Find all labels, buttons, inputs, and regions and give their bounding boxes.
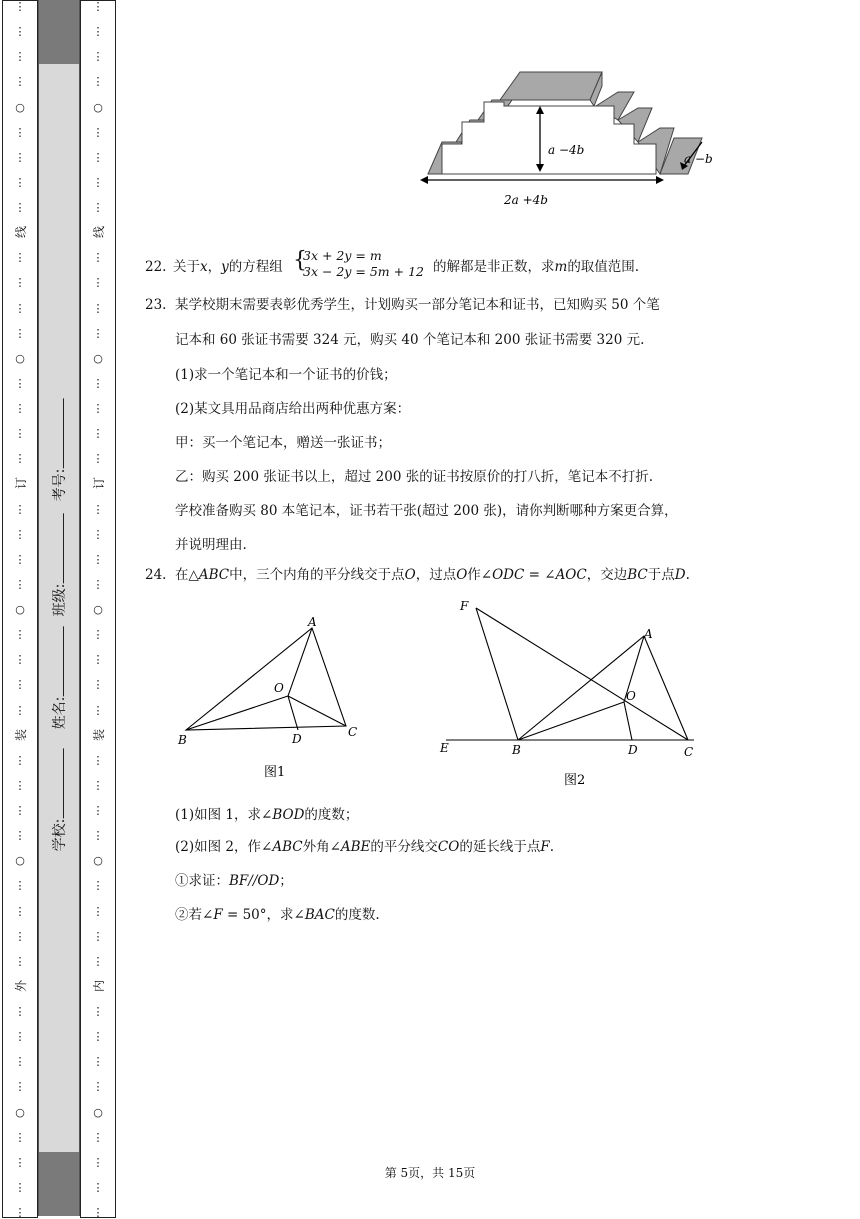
right-binding-marks (81, 1, 115, 1217)
q24-part-2: (2)如图 2，作∠ABC外角∠ABE的平分线交CO的延长线于点F. (175, 839, 554, 855)
binding-hole-icon: ○ (15, 351, 25, 365)
binding-dots-icon: ⋮ (14, 125, 26, 139)
binding-dots-icon: ⋮ (92, 125, 104, 139)
question-number: 23. (145, 297, 167, 313)
binding-char: 订 (13, 477, 28, 490)
binding-dots-icon: ⋮ (92, 301, 104, 315)
binding-dots-icon: ⋮ (92, 1206, 104, 1219)
triangle-figure-2 (432, 596, 702, 792)
label-point: F (460, 599, 469, 613)
label-point: E (440, 741, 449, 755)
binding-hole-icon: ○ (93, 854, 103, 868)
binding-dots-icon: ⋮ (14, 829, 26, 843)
binding-dots-icon: ⋮ (14, 25, 26, 39)
binding-dots-icon: ⋮ (14, 402, 26, 415)
binding-hole-icon: ○ (93, 603, 103, 616)
binding-dots-icon: ⋮ (14, 251, 26, 265)
label-point: B (512, 743, 521, 757)
staircase-figure (412, 62, 732, 212)
equation-2: 3x − 2y = 5m + 12 (303, 264, 424, 279)
binding-dots-icon: ⋮ (92, 904, 104, 918)
binding-char: 订 (91, 477, 106, 490)
binding-dots-icon: ⋮ (14, 879, 26, 893)
binding-dots-icon: ⋮ (92, 804, 104, 817)
binding-dots-icon: ⋮ (92, 653, 104, 667)
binding-dots-icon: ⋮ (14, 276, 26, 290)
label-point: C (348, 725, 358, 739)
binding-dots-icon: ⋮ (14, 326, 26, 340)
binding-dots-icon: ⋮ (92, 829, 104, 843)
binding-dots-icon: ⋮ (14, 703, 26, 717)
binding-hole-icon: ○ (15, 603, 25, 616)
binding-dots-icon: ⋮ (92, 577, 104, 591)
binding-dots-icon: ⋮ (14, 1180, 26, 1194)
binding-dots-icon: ⋮ (92, 1130, 104, 1144)
equation-1: 3x + 2y = m (303, 248, 382, 263)
binding-dots-icon: ⋮ (14, 804, 26, 817)
binding-dots-icon: ⋮ (14, 954, 26, 968)
label-point: O (274, 681, 284, 695)
binding-dots-icon: ⋮ (14, 301, 26, 315)
binding-dots-icon: ⋮ (92, 527, 104, 541)
binding-dots-icon: ⋮ (14, 1005, 26, 1018)
binding-dots-icon: ⋮ (92, 929, 104, 943)
binding-dots-icon: ⋮ (14, 904, 26, 918)
q23-part-1: (1)求一个笔记本和一个证书的价钱； (175, 367, 397, 383)
binding-hole-icon: ○ (15, 1105, 25, 1119)
binding-dots-icon: ⋮ (14, 653, 26, 667)
binding-dots-icon: ⋮ (14, 753, 26, 767)
binding-dots-icon: ⋮ (92, 276, 104, 290)
binding-dots-icon: ⋮ (92, 201, 104, 214)
binding-dots-icon: ⋮ (14, 1030, 26, 1044)
binding-dots-icon: ⋮ (14, 577, 26, 591)
binding-dots-icon: ⋮ (14, 502, 26, 516)
binding-dots-icon: ⋮ (14, 75, 26, 89)
binding-dots-icon: ⋮ (92, 25, 104, 39)
binding-dots-icon: ⋮ (92, 1180, 104, 1194)
q23-line: 某学校期末需要表彰优秀学生，计划购买一部分笔记本和证书，已知购买 50 个笔 (175, 297, 660, 313)
binding-dots-icon: ⋮ (14, 0, 26, 13)
equation-system (303, 248, 424, 280)
label-height: a −4b (548, 143, 585, 157)
figure-1-caption: 图1 (264, 765, 286, 780)
binding-dots-icon: ⋮ (14, 628, 26, 642)
label-point: C (684, 745, 694, 759)
q23-line: 学校准备购买 80 本笔记本，证书若干张(超过 200 张)，请你判断哪种方案更合算， (175, 503, 678, 519)
label-point: A (644, 627, 653, 641)
binding-char: 线 (91, 226, 106, 239)
binding-dots-icon: ⋮ (14, 678, 26, 692)
binding-dots-icon: ⋮ (14, 452, 26, 466)
binding-gutter (38, 0, 80, 1216)
binding-dots-icon: ⋮ (14, 552, 26, 566)
binding-dots-icon: ⋮ (92, 1030, 104, 1044)
binding-dots-icon: ⋮ (14, 427, 26, 441)
binding-dots-icon: ⋮ (92, 954, 104, 968)
q24-stem: 在△ABC中，三个内角的平分线交于点O，过点O作∠ODC = ∠AOC，交边BC于点D. (175, 567, 690, 583)
binding-dots-icon: ⋮ (92, 703, 104, 717)
binding-dots-icon: ⋮ (14, 1080, 26, 1094)
binding-hole-icon: ○ (93, 100, 103, 114)
q23-line: 记本和 60 张证书需要 324 元，购买 40 个笔记本和 200 张证书需要 320 元. (175, 332, 645, 348)
binding-dots-icon: ⋮ (14, 201, 26, 214)
binding-dots-icon: ⋮ (14, 527, 26, 541)
binding-dots-icon: ⋮ (92, 150, 104, 164)
binding-dots-icon: ⋮ (14, 929, 26, 943)
binding-dots-icon: ⋮ (92, 427, 104, 441)
q23-plan-b: 乙：购买 200 张证书以上，超过 200 张的证书按原价的打八折，笔记本不打折. (175, 469, 653, 485)
binding-dots-icon: ⋮ (92, 1055, 104, 1069)
q24-part-2-2: ②若∠F = 50°，求∠BAC的度数. (175, 907, 380, 923)
label-width: 2a +4b (504, 193, 548, 207)
binding-dots-icon: ⋮ (92, 1005, 104, 1018)
binding-dots-icon: ⋮ (92, 753, 104, 767)
field-class: 班级: (49, 514, 69, 617)
binding-dots-icon: ⋮ (14, 1055, 26, 1069)
label-point: O (626, 689, 636, 703)
question-number: 22. (145, 259, 167, 275)
gutter-bottom-cap (39, 1152, 79, 1216)
binding-dots-icon: ⋮ (92, 75, 104, 89)
q24-part-1: (1)如图 1，求∠BOD的度数； (175, 807, 359, 823)
field-school: 学校: (49, 749, 69, 852)
binding-dots-icon: ⋮ (14, 175, 26, 189)
binding-hole-icon: ○ (93, 351, 103, 365)
q23-plan-a: 甲：买一个笔记本，赠送一张证书； (175, 435, 391, 451)
label-point: D (628, 743, 638, 757)
binding-dots-icon: ⋮ (92, 376, 104, 390)
label-point: B (178, 733, 187, 747)
binding-dots-icon: ⋮ (92, 628, 104, 642)
field-name: 姓名: (49, 627, 69, 730)
binding-dots-icon: ⋮ (92, 879, 104, 893)
label-depth: a −b (684, 152, 713, 166)
binding-dots-icon: ⋮ (14, 150, 26, 164)
triangle-figure-1 (170, 612, 370, 787)
binding-char: 线 (13, 226, 28, 239)
binding-dots-icon: ⋮ (92, 50, 104, 64)
binding-char: 装 (91, 728, 106, 741)
binding-dots-icon: ⋮ (14, 1206, 26, 1219)
q23-part-2: (2)某文具用品商店给出两种优惠方案： (175, 401, 411, 417)
q24-part-2-1: ①求证：BF//OD； (175, 873, 293, 889)
binding-dots-icon: ⋮ (92, 251, 104, 265)
binding-char: 装 (13, 728, 28, 741)
binding-dots-icon: ⋮ (92, 0, 104, 13)
binding-char: 外 (13, 979, 28, 992)
figure-2-caption: 图2 (564, 773, 586, 788)
label-point: A (308, 615, 317, 629)
gutter-top-cap (39, 0, 79, 64)
binding-hole-icon: ○ (15, 854, 25, 868)
left-binding-marks (3, 1, 37, 1217)
binding-char: 内 (91, 979, 106, 992)
binding-dots-icon: ⋮ (14, 50, 26, 64)
binding-dots-icon: ⋮ (92, 1155, 104, 1169)
binding-dots-icon: ⋮ (14, 778, 26, 792)
page-footer: 第 5页，共 15页 (384, 1166, 476, 1180)
binding-dots-icon: ⋮ (92, 552, 104, 566)
binding-dots-icon: ⋮ (14, 1130, 26, 1144)
binding-dots-icon: ⋮ (92, 326, 104, 340)
binding-dots-icon: ⋮ (92, 678, 104, 692)
label-point: D (292, 732, 302, 746)
question-22-text: 关于x，y的方程组 (173, 259, 283, 275)
field-exam-number: 考号: (49, 399, 69, 502)
question-number: 24. (145, 567, 167, 583)
left-binding-strip (2, 0, 38, 1218)
question-22-text-end: 的解都是非正数，求m的取值范围. (433, 259, 640, 275)
binding-dots-icon: ⋮ (92, 175, 104, 189)
binding-dots-icon: ⋮ (92, 778, 104, 792)
binding-dots-icon: ⋮ (92, 502, 104, 516)
right-binding-strip (80, 0, 116, 1218)
binding-dots-icon: ⋮ (92, 1080, 104, 1094)
binding-dots-icon: ⋮ (92, 402, 104, 415)
binding-dots-icon: ⋮ (14, 1155, 26, 1169)
binding-dots-icon: ⋮ (92, 452, 104, 466)
binding-dots-icon: ⋮ (14, 376, 26, 390)
binding-hole-icon: ○ (15, 100, 25, 114)
binding-hole-icon: ○ (93, 1105, 103, 1119)
brace-icon: { (293, 248, 307, 273)
q23-line: 并说明理由. (175, 537, 247, 553)
